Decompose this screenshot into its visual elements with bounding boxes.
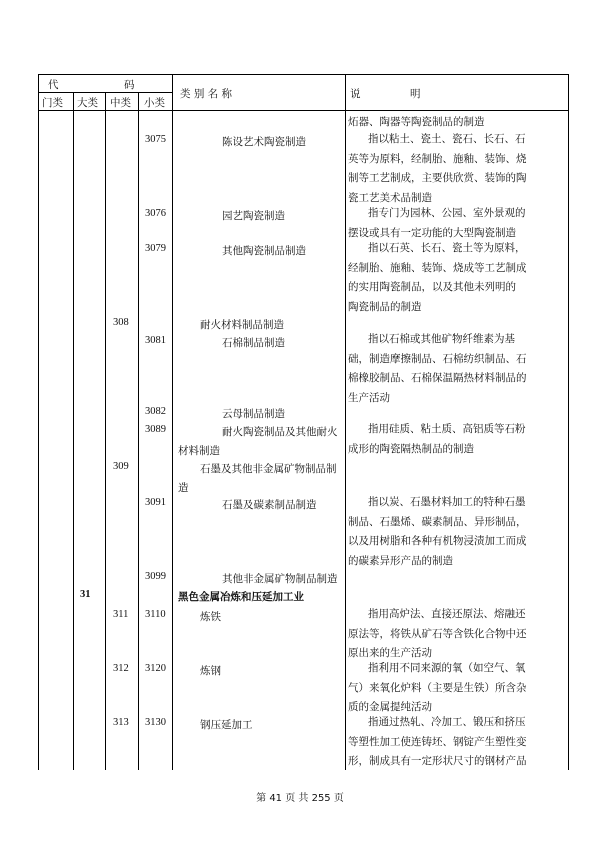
class-code-3120: 3120	[145, 663, 166, 674]
class-name-3120: 炼钢	[200, 665, 221, 677]
division-code-31: 31	[80, 589, 91, 600]
class-desc-3079: 指以石英、长石、瓷土等为原料， 经制胎、施釉、装饰、烧成等工艺制成 的实用陶瓷制品，以及其他未列明的 陶瓷制品的制造	[348, 242, 527, 313]
group-code-313: 313	[113, 717, 129, 728]
group-code-308: 308	[113, 317, 129, 328]
class-name-3091: 石墨及碳素制品制造	[222, 499, 317, 511]
continued-description: 炻器、陶器等陶瓷制品的制造	[348, 116, 485, 128]
class-code-3089: 3089	[145, 424, 166, 435]
class-desc-3089: 指用硅质、粘土质、高铝质等石粉 成形的陶瓷隔热制品的制造	[348, 423, 526, 455]
header-class: 小类	[144, 97, 165, 109]
header-bottom-border	[38, 110, 568, 111]
header-group: 中类	[110, 97, 131, 109]
class-desc-3091: 指以炭、石墨材料加工的特种石墨 制品、石墨烯、碳素制品、异形制品， 以及用树脂和各种有机物浸渍加工而成 的碳素异形产品的制造	[348, 496, 527, 567]
class-code-3081: 3081	[145, 335, 166, 346]
header-code-label-1: 代	[48, 79, 59, 91]
group-code-309: 309	[113, 461, 129, 472]
table-top-border	[38, 74, 568, 75]
class-desc-3120: 指利用不同来源的氧（如空气、氧 气）来氧化炉料（主要是生铁）所含杂 质的金属提纯活动	[348, 662, 527, 713]
class-code-3076: 3076	[145, 208, 166, 219]
class-name-3110: 炼铁	[200, 611, 221, 623]
class-code-3091: 3091	[145, 497, 166, 508]
class-name-3089-line2: 材料制造	[178, 445, 220, 457]
class-name-3079: 其他陶瓷制品制造	[222, 245, 306, 257]
class-desc-3081: 指以石棉或其他矿物纤维素为基 础，制造摩擦制品、石棉纺织制品、石 棉橡胶制品、石棉保温隔热材料制品的 生产活动	[348, 333, 527, 404]
class-code-3130: 3130	[145, 717, 166, 728]
group-name-308: 耐火材料制品制造	[200, 319, 284, 331]
col-divider-division	[105, 92, 106, 770]
header-division: 大类	[77, 97, 98, 109]
group-code-312: 312	[113, 663, 129, 674]
class-name-3081: 石棉制品制造	[222, 337, 285, 349]
class-name-3089-line1: 耐火陶瓷制品及其他耐火	[222, 426, 338, 438]
group-name-309-line2: 造	[178, 482, 189, 494]
class-name-3099: 其他非金属矿物制品制造	[222, 573, 338, 585]
class-desc-3110: 指用高炉法、直接还原法、熔融还 原法等，将铁从矿石等含铁化合物中还 原出来的生产活动	[348, 608, 527, 659]
class-name-3082: 云母制品制造	[222, 408, 285, 420]
page-number: 第 41 页 共 255 页	[256, 793, 344, 804]
class-code-3110: 3110	[145, 609, 166, 620]
class-name-3130: 钢压延加工	[200, 719, 253, 731]
division-name-31: 黑色金属冶炼和压延加工业	[178, 591, 304, 603]
class-desc-3075: 指以粘土、瓷土、瓷石、长石、石 英等为原料，经制胎、施釉、装饰、烧 制等工艺制成，主要供欣赏、装饰的陶 瓷工艺美术品制造	[348, 133, 527, 204]
header-code-label-2: 码	[124, 79, 135, 91]
header-section: 门类	[42, 97, 63, 109]
class-code-3075: 3075	[145, 134, 166, 145]
class-code-3079: 3079	[145, 243, 166, 254]
group-code-311: 311	[113, 609, 129, 620]
class-name-3075: 陈设艺术陶瓷制造	[222, 136, 306, 148]
col-divider-class	[172, 74, 173, 770]
header-name: 类 别 名 称	[180, 88, 233, 100]
class-code-3099: 3099	[145, 571, 166, 582]
table-right-border	[568, 74, 569, 770]
header-desc-2: 明	[410, 88, 421, 100]
col-divider-group	[138, 92, 139, 770]
table-left-border	[38, 74, 39, 770]
header-desc-1: 说	[350, 88, 361, 100]
class-desc-3130: 指通过热轧、冷加工、锻压和挤压 等塑性加工使连铸坯、钢锭产生塑性变 形，制成具有一定形状尺寸的钢材产品	[348, 716, 527, 767]
col-divider-section	[73, 92, 74, 770]
class-name-3076: 园艺陶瓷制造	[222, 210, 285, 222]
col-divider-name	[345, 74, 346, 770]
class-desc-3076: 指专门为园林、公园、室外景观的 摆设或具有一定功能的大型陶瓷制造	[348, 207, 526, 239]
class-code-3082: 3082	[145, 406, 166, 417]
group-name-309-line1: 石墨及其他非金属矿物制品制	[200, 463, 337, 475]
